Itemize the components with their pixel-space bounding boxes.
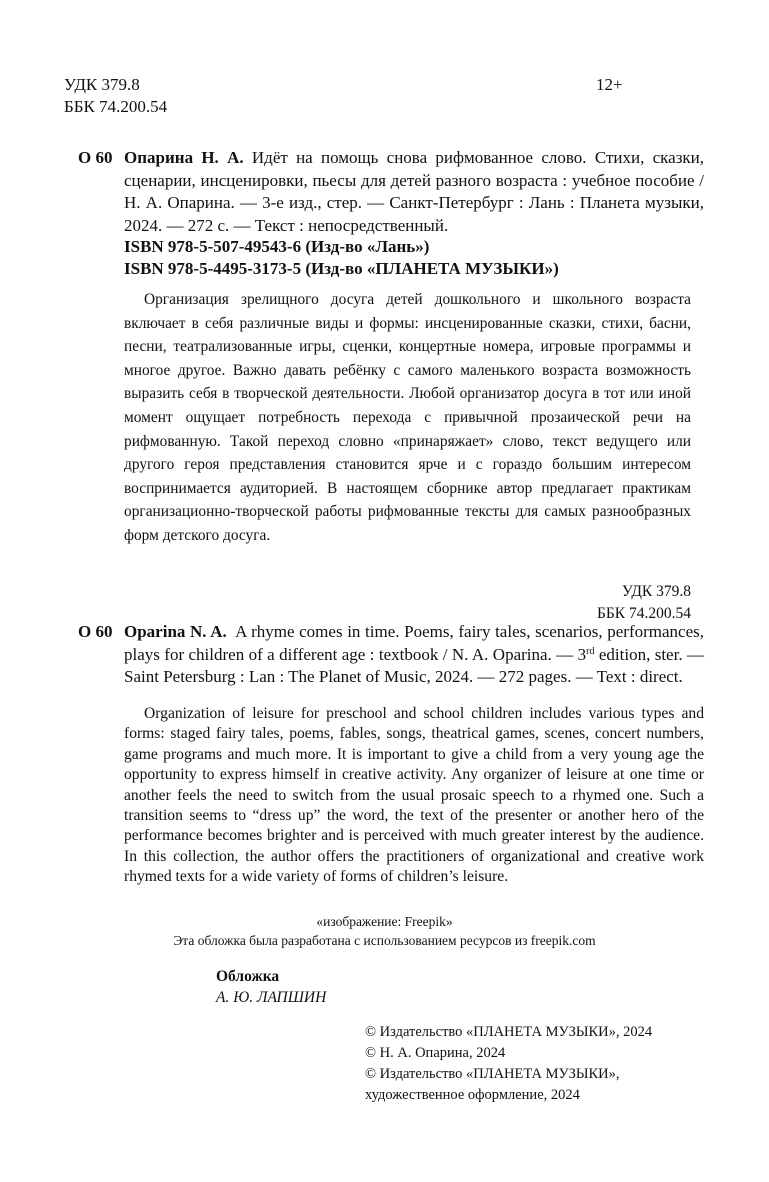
en-entry-title-rest: edition, ster. — Saint Petersburg : Lan : The Planet of Music, 2024. — 272 pages. — Text : direct. [124,644,704,686]
en-annotation: Organization of leisure for preschool and school children includes various types and forms: staged fairy tales, poems, fables, songs, theatrical games, scenes, concert numbers, game programs and much more. It is important to give a child from a very young age the opportunity to express himself in creative activity. Any organizer of leisure at one time or another feels the need to switch from the usual prosaic speech to a rhymed one. Such a transition seems to “dress up” the word, the text of the presenter or another hero of the performance becomes brighter and is perceived with much greater interest by the audience. In this collection, the author offers the practitioners of organizational and creative work rhymed texts for a wide variety of forms of children’s leisure. [124,705,704,886]
isbn-lan: ISBN 978-5-507-49543-6 (Изд-во «Лань») [124,237,430,256]
classification-bbk: ББК 74.200.54 [596,605,691,622]
copyright-line-2: © Н. А. Опарина, 2024 [365,1045,506,1061]
en-entry-title: A rhyme comes in time. Poems, fairy tales, scenarios, performances, plays for children of a different age : textbook / N. A. Oparina. — 3 [124,622,704,664]
ru-entry-title: Идёт на помощь снова рифмованное слово. Стихи, сказки, сценарии, инсценировки, пьесы для детей разного возраста : учебное пособие / Н. А. Опарина. — 3-е изд., стер. — Санкт-Петербург : Лань : Планета музыки, 2024. — 272 с. — Текст : непосредственный. [124,148,705,235]
en-entry-code: О 60 [78,622,113,641]
ru-annotation: Организация зрелищного досуга детей дошкольного и школьного возраста включает в себя различные виды и формы: инсценированные сказки, стихи, басни, песни, театрализованные игры, сценки, концертные номера, игровые программы и многое другое. Важно давать ребёнку с самого маленького возраста возможность выразить себя в творческой деятельности. Любой организатор досуга в тот или иной момент ощущает потребность перехода с привычной прозаической речи на рифмованную. Такой переход словно «принаряжает» слово, текст ведущего или другого героя представления становится ярче и с гораздо большим интересом воспринимается аудиторией. В настоящем сборнике автор предлагает практикам организационно-творческой работы рифмованные тексты для самых разнообразных форм детского досуга. [124,291,691,544]
edition-superscript: rd [586,645,595,657]
cover-label: Обложка [216,968,280,985]
ru-entry-author: Опарина Н. А. [124,148,244,167]
ru-entry-code: О 60 [78,148,113,167]
en-entry-description [124,621,704,689]
isbn-planeta: ISBN 978-5-4495-3173-5 (Изд-во «ПЛАНЕТА МУЗЫКИ») [124,259,559,278]
age-rating: 12+ [596,75,623,94]
cover-designer: А. Ю. ЛАПШИН [216,989,327,1006]
en-entry-author: Oparina N. A. [124,622,227,641]
classification-udk: УДК 379.8 [621,583,691,600]
classification-right [450,581,691,625]
header-bbk: ББК 74.200.54 [64,97,168,116]
image-credit [0,912,769,950]
copyright-line-4: художественное оформление, 2024 [365,1087,580,1103]
copyright-line-3: © Издательство «ПЛАНЕТА МУЗЫКИ», [365,1066,620,1082]
image-credit-line-2: Эта обложка была разработана с использованием ресурсов из freepik.com [173,933,596,948]
copyright-line-1: © Издательство «ПЛАНЕТА МУЗЫКИ», 2024 [365,1024,653,1040]
ru-isbn-block [124,236,559,280]
image-credit-line-1: «изображение: Freepik» [316,914,453,929]
ru-entry-description [124,147,704,237]
header-classification [64,74,167,118]
cover-credit [216,966,326,1008]
copyright-block [365,1022,652,1106]
header-udk: УДК 379.8 [64,75,140,94]
